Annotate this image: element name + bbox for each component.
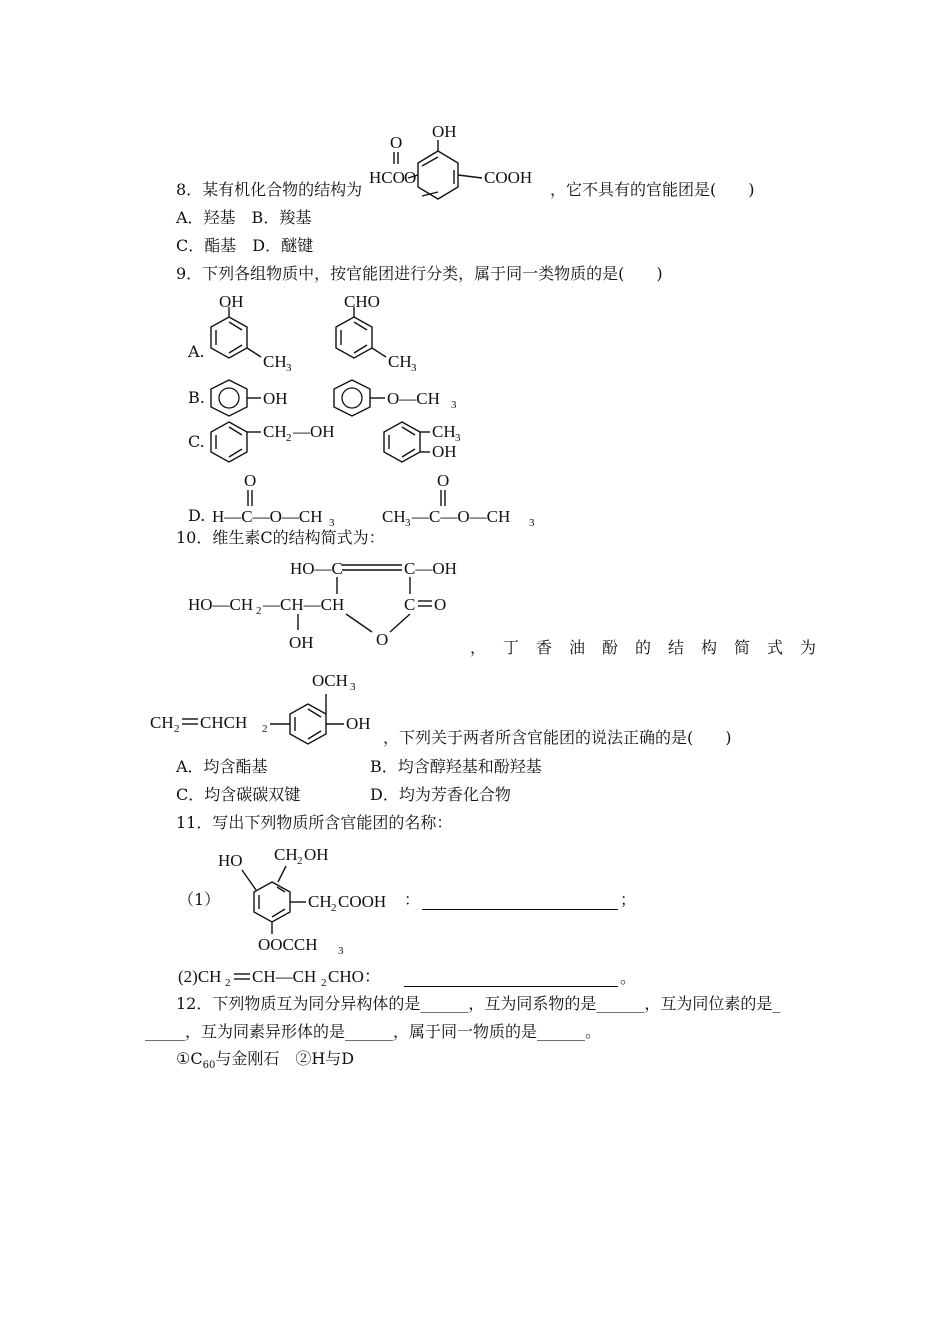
svg-text:OOCCH: OOCCH	[258, 935, 318, 954]
q9-d-right-ch3: CH	[382, 507, 406, 526]
svg-text:3: 3	[286, 362, 292, 374]
q11-item1-colon: ：	[404, 890, 421, 909]
svg-text:—C—O—CH: —C—O—CH	[412, 507, 511, 526]
q9-label-a: A.	[188, 342, 205, 361]
svg-text:—CH—CH: —CH—CH	[263, 595, 345, 614]
svg-text:C—OH: C—OH	[404, 559, 457, 578]
svg-text:CH: CH	[263, 352, 287, 371]
q9-label-d: D.	[188, 506, 206, 525]
svg-text:2: 2	[174, 723, 180, 735]
svg-text:H—C—O—CH: H—C—O—CH	[212, 507, 323, 526]
svg-text:2: 2	[256, 605, 262, 617]
q8-cooh-label: COOH	[484, 168, 533, 187]
q11-item1-structure	[216, 838, 416, 956]
svg-text:3: 3	[350, 681, 356, 693]
svg-text:2: 2	[297, 855, 303, 867]
q11-item2-end: 。	[620, 968, 637, 987]
svg-text:CH: CH	[308, 892, 332, 911]
svg-text:2: 2	[286, 432, 292, 444]
q11-stem: 11．写出下列物质所含官能团的名称：	[176, 813, 453, 832]
svg-text:O: O	[434, 595, 447, 614]
q9-b-right	[330, 378, 470, 418]
svg-text:3: 3	[329, 517, 335, 529]
q8-hco-label: HCO	[369, 168, 405, 187]
q8-oh-label: OH	[432, 122, 457, 141]
q9-c-left	[205, 418, 355, 464]
svg-text:3: 3	[338, 945, 344, 957]
svg-text:OH: OH	[289, 633, 314, 652]
svg-text:3: 3	[411, 362, 417, 374]
svg-text:COOH: COOH	[338, 892, 387, 911]
svg-text:3: 3	[405, 517, 411, 529]
svg-text:C: C	[404, 595, 416, 614]
q12-line1: 12．下列物质互为同分异构体的是______，互为同系物的是______，互为同位素的是_	[176, 994, 781, 1013]
q10-option-c: C．均含碳碳双键	[176, 785, 301, 804]
svg-text:HO—CH: HO—CH	[188, 595, 254, 614]
q9-a-left	[205, 292, 315, 375]
svg-text:2: 2	[321, 977, 327, 989]
svg-text:CHO：: CHO：	[328, 967, 381, 986]
svg-text:O—CH: O—CH	[387, 389, 440, 408]
svg-text:OH: OH	[432, 442, 457, 461]
q8-o2-label: O	[404, 168, 417, 187]
svg-text:CH—CH: CH—CH	[252, 967, 317, 986]
q8-stem-prefix: 8．某有机化合物的结构为	[176, 180, 363, 199]
q9-d-left	[210, 468, 360, 528]
svg-text:CH: CH	[263, 422, 287, 441]
q10-stem-mid: ，丁香油酚的结构简式为	[470, 638, 834, 657]
q9-label-b: B.	[188, 388, 205, 407]
svg-text:CH: CH	[150, 713, 174, 732]
q11-item2-formula	[178, 962, 418, 992]
q9-stem: 9．下列各组物质中，按官能团进行分类，属于同一类物质的是( )	[176, 264, 663, 283]
svg-text:OH: OH	[346, 714, 371, 733]
q10-stem-suffix: ，下列关于两者所含官能团的说法正确的是( )	[383, 728, 732, 747]
q12-line2: _____，互为同素异形体的是______，属于同一物质的是______。	[145, 1022, 602, 1041]
svg-text:HO—C: HO—C	[290, 559, 343, 578]
svg-text:OH: OH	[263, 389, 288, 408]
q9-c-right	[378, 418, 478, 464]
q8-option-cd: C．酯基 D．醚键	[176, 236, 314, 255]
q10-option-b: B．均含醇羟基和酚羟基	[370, 757, 542, 776]
vitamin-c-structure	[186, 552, 476, 657]
q9-a-right	[330, 292, 440, 375]
q11-item1-label: （1）	[178, 890, 221, 909]
svg-text:CHO: CHO	[344, 292, 380, 311]
q8-option-ab: A．羟基 B．羧基	[176, 208, 312, 227]
svg-text:3: 3	[529, 517, 535, 529]
q8-stem-suffix: ，它不具有的官能团是( )	[550, 180, 755, 199]
svg-text:(2)CH: (2)CH	[178, 967, 222, 986]
q11-item2-answer-blank[interactable]	[404, 986, 618, 987]
svg-text:O: O	[244, 471, 257, 490]
benzene-ring	[418, 151, 458, 199]
q10-option-a: A．均含酯基	[176, 757, 268, 776]
svg-text:—OH: —OH	[293, 422, 335, 441]
q10-option-d: D．均为芳香化合物	[370, 785, 511, 804]
svg-text:3: 3	[455, 432, 461, 444]
q11-item1-answer-blank[interactable]	[422, 909, 618, 910]
svg-text:OH: OH	[219, 292, 244, 311]
svg-text:CH: CH	[432, 422, 456, 441]
q10-stem: 10．维生素C的结构简式为：	[176, 528, 385, 547]
q9-d-right	[382, 468, 552, 528]
svg-text:3: 3	[451, 399, 457, 411]
svg-text:2: 2	[225, 977, 231, 989]
svg-text:O: O	[376, 630, 389, 649]
svg-text:CH: CH	[274, 845, 298, 864]
svg-text:OH: OH	[304, 845, 329, 864]
svg-text:HO: HO	[218, 851, 243, 870]
svg-text:CHCH: CHCH	[200, 713, 248, 732]
q12-line3: $①C_{60}$与金刚石 ②H与D	[176, 1049, 355, 1072]
svg-text:OCH: OCH	[312, 671, 348, 690]
svg-text:2: 2	[262, 723, 268, 735]
svg-text:O: O	[437, 471, 450, 490]
q9-label-c: C.	[188, 432, 205, 451]
svg-text:CH: CH	[388, 352, 412, 371]
q11-item1-end: ；	[620, 890, 637, 909]
q8-o-label: O	[390, 133, 403, 152]
svg-text:2: 2	[331, 902, 337, 914]
eugenol-structure	[150, 664, 390, 746]
q8-structure	[370, 120, 550, 205]
q9-b-left	[205, 378, 315, 418]
